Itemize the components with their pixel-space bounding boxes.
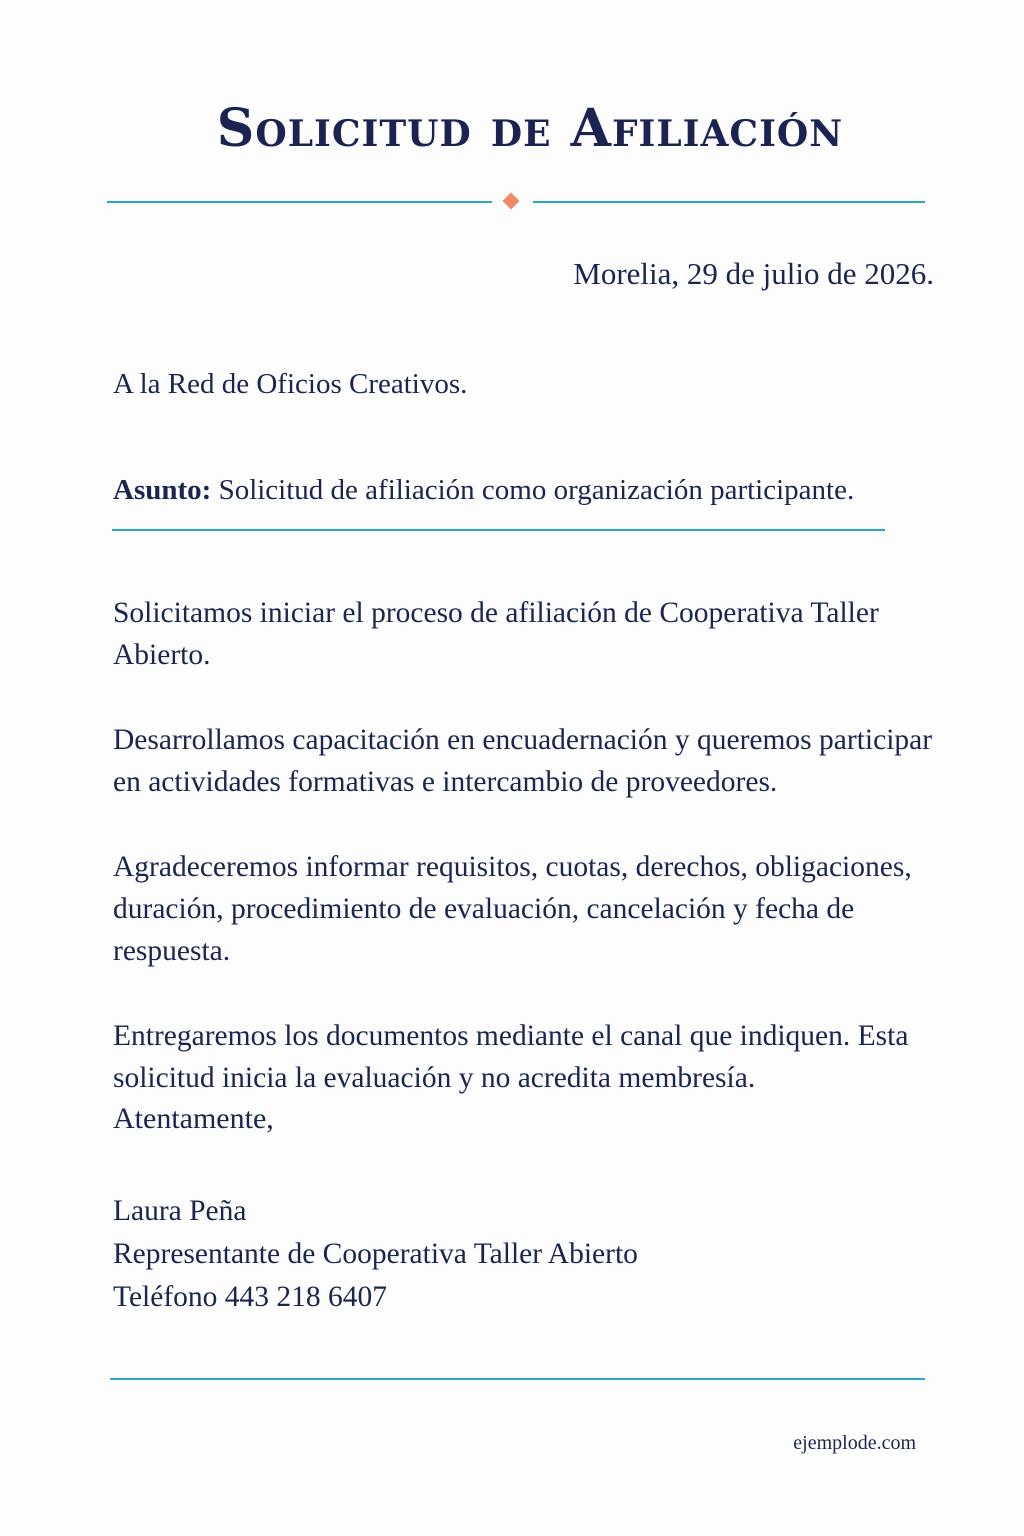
letter-body (113, 592, 953, 1142)
signer-role: Representante de Cooperativa Taller Abierto (113, 1238, 638, 1270)
signer-phone: Teléfono 443 218 6407 (113, 1281, 388, 1313)
body-paragraph: Solicitamos iniciar el proceso de afiliación de Cooperativa Taller Abierto. (113, 597, 879, 671)
document-title: Solicitud de Afiliación (216, 98, 844, 159)
signature-block (113, 1190, 638, 1319)
subject-divider (112, 529, 885, 531)
subject-label: Asunto: (113, 474, 212, 506)
date-line: Morelia, 29 de julio de 2026. (573, 256, 934, 291)
diamond-ornament-icon (503, 193, 520, 210)
body-paragraph: Agradeceremos informar requisitos, cuotas, derechos, obligaciones, duración, procedimiento de evaluación, cancelación y fecha de respuesta. (113, 851, 912, 967)
recipient-line: A la Red de Oficios Creativos. (113, 368, 468, 400)
subject-line (113, 474, 854, 507)
body-paragraph: Desarrollamos capacitación en encuadernación y queremos participar en actividades formativas e intercambio de proveedores. (113, 724, 933, 798)
title-divider-right (533, 201, 925, 203)
signer-name: Laura Peña (113, 1195, 247, 1227)
footer-website: ejemplode.com (793, 1432, 916, 1454)
body-paragraph: Entregaremos los documentos mediante el canal que indiquen. Esta solicitud inicia la evaluación y no acredita membresía. (113, 1020, 909, 1094)
closing-line: Atentamente, (113, 1102, 274, 1135)
subject-text: Solicitud de afiliación como organización participante. (211, 474, 855, 506)
footer-divider (110, 1378, 925, 1380)
title-divider-left (107, 201, 492, 203)
